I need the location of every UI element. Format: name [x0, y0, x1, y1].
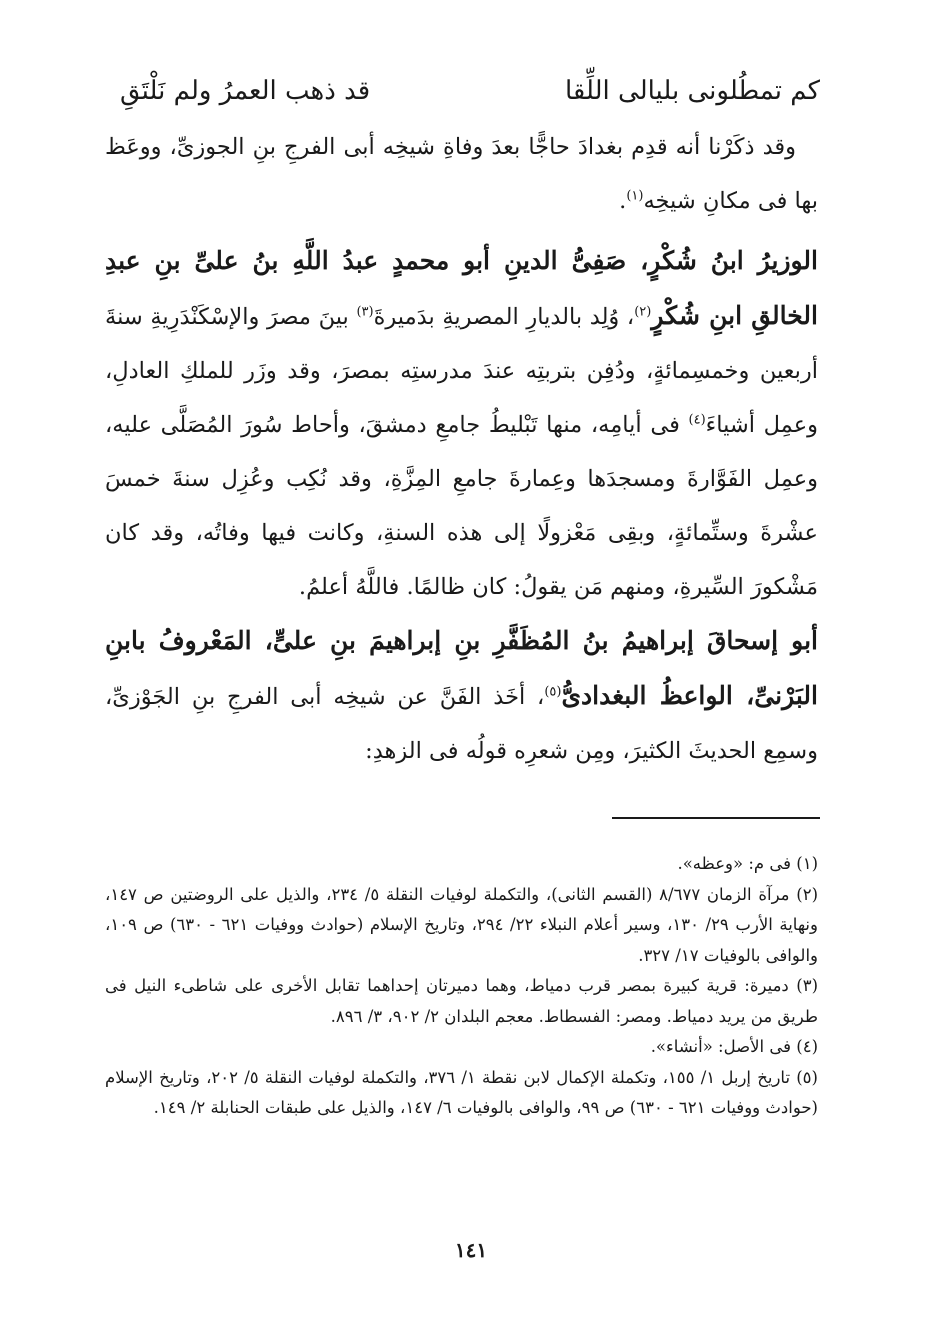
footnote-1: (١) فى م: «وعظه».	[677, 854, 818, 873]
footnote-2: (٢) مرآة الزمان ٨/٦٧٧ (القسم الثانى)، والتكملة لوفيات النقلة ٥/ ٢٣٤، والذيل على الروضتين ص ١٤٧، ونهاية الأرب ٢٩/ ١٣٠، وسير أعلام النبلاء ٢٢/ ٢٩٤، وتاريخ الإسلام (حوادث ووفيات ٦٢١ - ٦٣٠) ص ١٠٩، والوافى بالوفيات ١٧/ ٣٢٧.	[105, 884, 818, 965]
footnote-3: (٣) دميرة: قرية كبيرة بمصر قرب دمياط، وهما دميرتان إحداهما تقابل الأخرى على شاطىء النيل فى طريق من يريد دمياط. ومصر: الفسطاط. معجم البلدان ٢/ ٩٠٢، ٣/ ٨٩٦.	[105, 976, 818, 1026]
entry-heading-name: الوزيرُ ابنُ شُكْرٍ، صَفِىُّ الدينِ أبو محمدٍ عبدُ اللَّهِ بنُ علىِّ بنِ عبدِ الخالقِ ابنِ شُكْرٍ	[105, 246, 818, 330]
entry-heading-name: أبو إسحاقَ إبراهيمُ بنُ المُظَفَّرِ بنِ إبراهيمَ بنِ علىٍّ، المَعْروفُ بابنِ البَرْنىِّ، الواعظُ البغدادىُّ	[105, 626, 818, 710]
paragraph-wa-qad-dhakarna	[105, 120, 818, 228]
footnote-marker-3: (٣)	[356, 304, 374, 320]
footnote-4: (٤) فى الأصل: «أنشاء».	[650, 1037, 818, 1056]
footnote-marker-4: (٤)	[688, 412, 706, 428]
footnote-5: (٥) تاريخ إربل ١/ ١٥٥، وتكملة الإكمال لابن نقطة ١/ ٣٧٦، والتكملة لوفيات النقلة ٥/ ٢٠٢، وتاريخ الإسلام (حوادث ووفيات ٦٢١ - ٦٣٠) ص ٩٩، والوافى بالوفيات ٦/ ١٤٧، والذيل على طبقات الحنابلة ٢/ ١٤٩.	[105, 1067, 818, 1117]
entry-text: ، أخَذ الفَنَّ عن شيخِه أبى الفرجِ بنِ الجَوْزىِّ، وسمِع الحديثَ الكثيرَ، ومِن شعرِه قولُه فى الزهدِ:	[105, 684, 818, 764]
footnote-separator	[612, 817, 820, 819]
entry-text-part-b: بينَ مصرَ والإسْكَنْدَرِيةِ سنةَ أربعين وخمسِمائةٍ، ودُفِن بتربتِه عندَ مدرستِه بمصرَ، وقد وزَر للملكِ العادلِ، وعمِل أشياءَ	[105, 304, 818, 438]
entry-text-part-c: فى أيامِه، منها تَبْليطُ جامعِ دمشقَ، وأحاط سُورَ المُصَلَّى عليه، وعمِل الفَوَّارةَ ومسجدَها وعِمارةَ جامعِ المِزَّةِ، وقد نُكِب وعُزِل سنةَ خمسَ عشْرةَ وستِّمائةٍ، وبقِى مَعْزولًا إلى هذه السنةِ، وكانت فيها وفاتُه، وقد كان مَشْكورَ السِّيرةِ، ومنهم مَن يقولُ: كان ظالمًا. فاللَّهُ أعلمُ.	[105, 412, 818, 600]
footnotes	[105, 849, 818, 1124]
footnote-marker-2: (٢)	[634, 304, 652, 320]
footnote-marker-1: (١)	[626, 188, 644, 204]
verse-second-hemistich: قد ذهب العمرُ ولم نَلْتَقِ	[120, 76, 371, 106]
poem-verse	[120, 66, 820, 116]
paragraph-text: وقد ذكَرْنا أنه قدِم بغدادَ حاجًّا بعدَ وفاةِ شيخِه أبى الفرجِ بنِ الجوزىِّ، ووعَظ بها فى مكانِ شيخِه	[105, 134, 818, 214]
entry-ibn-al-barni	[105, 614, 818, 778]
verse-first-hemistich: كم تمطُلونى بليالى اللِّقا	[564, 76, 820, 106]
entry-text-part-a: ، وُلِد بالديارِ المصريةِ بدَميرةَ	[373, 304, 635, 330]
paragraph-end: .	[619, 188, 627, 214]
entry-ibn-shukr	[105, 234, 818, 614]
page-number: ١٤١	[454, 1238, 488, 1262]
footnote-marker-5: (٥)	[544, 684, 562, 700]
